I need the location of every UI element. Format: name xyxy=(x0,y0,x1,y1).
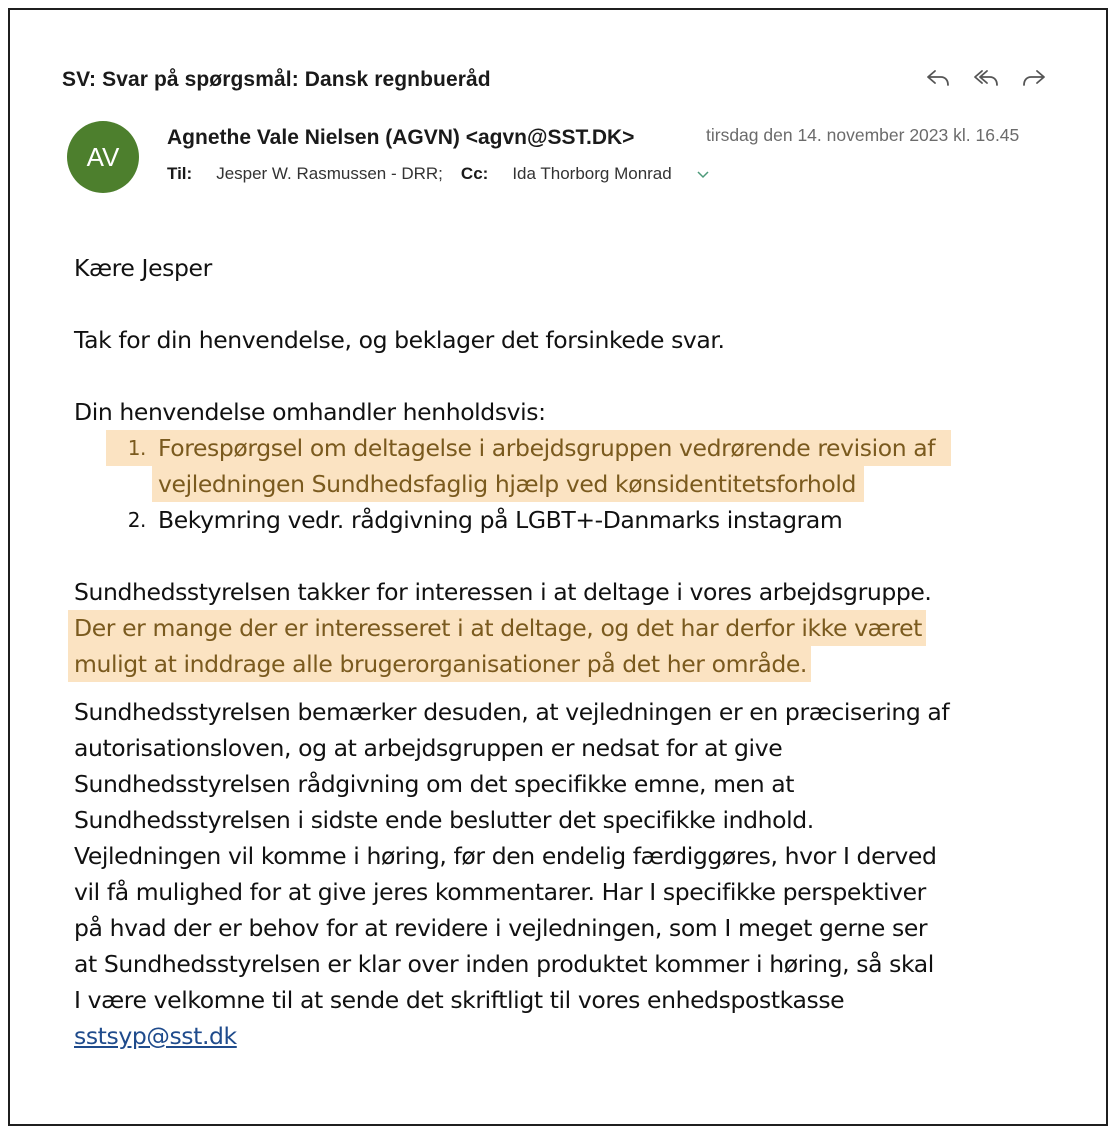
sent-date: tirsdag den 14. november 2023 kl. 16.45 xyxy=(706,125,1020,145)
to-recipient[interactable]: Jesper W. Rasmussen - DRR; xyxy=(216,164,443,183)
reply-all-icon xyxy=(972,64,1000,92)
forward-button[interactable] xyxy=(1020,64,1048,92)
expand-recipients-button[interactable] xyxy=(696,167,710,181)
message-actions xyxy=(924,64,1048,92)
list-text: Forespørgsel om deltagelse i arbejdsgruppen vedrørende revision af xyxy=(158,434,936,462)
email-body xyxy=(74,250,1054,1054)
highlighted-sentence-2: muligt at inddrage alle brugerorganisationer på det her område. xyxy=(68,646,811,682)
request-list xyxy=(74,430,1054,538)
recipients-row xyxy=(167,164,710,184)
chevron-down-icon xyxy=(696,168,710,182)
cc-recipient[interactable]: Ida Thorborg Monrad xyxy=(512,164,672,183)
email-subject: SV: Svar på spørgsmål: Dansk regnbueråd xyxy=(62,68,491,91)
list-item xyxy=(74,502,1054,538)
reply-all-button[interactable] xyxy=(972,64,1000,92)
paragraph-4-line: Sundhedsstyrelsen bemærker desuden, at vejledningen er en præcisering af xyxy=(74,698,950,726)
reply-button[interactable] xyxy=(924,64,952,92)
list-item xyxy=(74,430,1054,466)
paragraph-4-line: Sundhedsstyrelsen i sidste ende beslutter det specifikke indhold. xyxy=(74,806,814,834)
highlighted-sentence-1: Der er mange der er interesseret i at deltage, og det har derfor ikke været xyxy=(68,610,926,646)
paragraph-4-line: Vejledningen vil komme i høring, før den endelig færdiggøres, hvor I derved xyxy=(74,842,937,870)
paragraph-4-line: på hvad der er behov for at revidere i vejledningen, som I meget gerne ser xyxy=(74,914,928,942)
email-link[interactable]: sstsyp@sst.dk xyxy=(74,1022,237,1050)
list-text: Bekymring vedr. rådgivning på LGBT+-Danmarks instagram xyxy=(158,506,843,534)
greeting: Kære Jesper xyxy=(74,254,212,282)
cc-label: Cc: xyxy=(460,164,489,183)
list-number: 2. xyxy=(127,508,146,532)
paragraph-4-line: autorisationsloven, og at arbejdsgruppen er nedsat for at give xyxy=(74,734,783,762)
to-label: Til: xyxy=(167,164,193,183)
reply-icon xyxy=(924,64,952,92)
paragraph-4-line: Sundhedsstyrelsen rådgivning om det specifikke emne, men at xyxy=(74,770,795,798)
forward-icon xyxy=(1020,64,1048,92)
list-item xyxy=(74,466,1054,502)
paragraph-3: Sundhedsstyrelsen takker for interessen i at deltage i vores arbejdsgruppe. xyxy=(74,578,932,606)
list-text-continued: vejledningen Sundhedsfaglig hjælp ved kønsidentitetsforhold xyxy=(152,466,864,502)
paragraph-4-line: I være velkomne til at sende det skriftligt til vores enhedspostkasse xyxy=(74,986,845,1014)
list-number: 1. xyxy=(127,436,146,460)
sender-address[interactable]: Agnethe Vale Nielsen (AGVN) <agvn@SST.DK> xyxy=(167,126,635,149)
highlight-block xyxy=(106,430,951,466)
paragraph-1: Tak for din henvendelse, og beklager det forsinkede svar. xyxy=(74,326,725,354)
paragraph-2: Din henvendelse omhandler henholdsvis: xyxy=(74,398,546,426)
paragraph-4-line: vil få mulighed for at give jeres kommentarer. Har I specifikke perspektiver xyxy=(74,878,926,906)
avatar: AV xyxy=(67,121,139,193)
paragraph-4-line: at Sundhedsstyrelsen er klar over inden produktet kommer i høring, så skal xyxy=(74,950,934,978)
